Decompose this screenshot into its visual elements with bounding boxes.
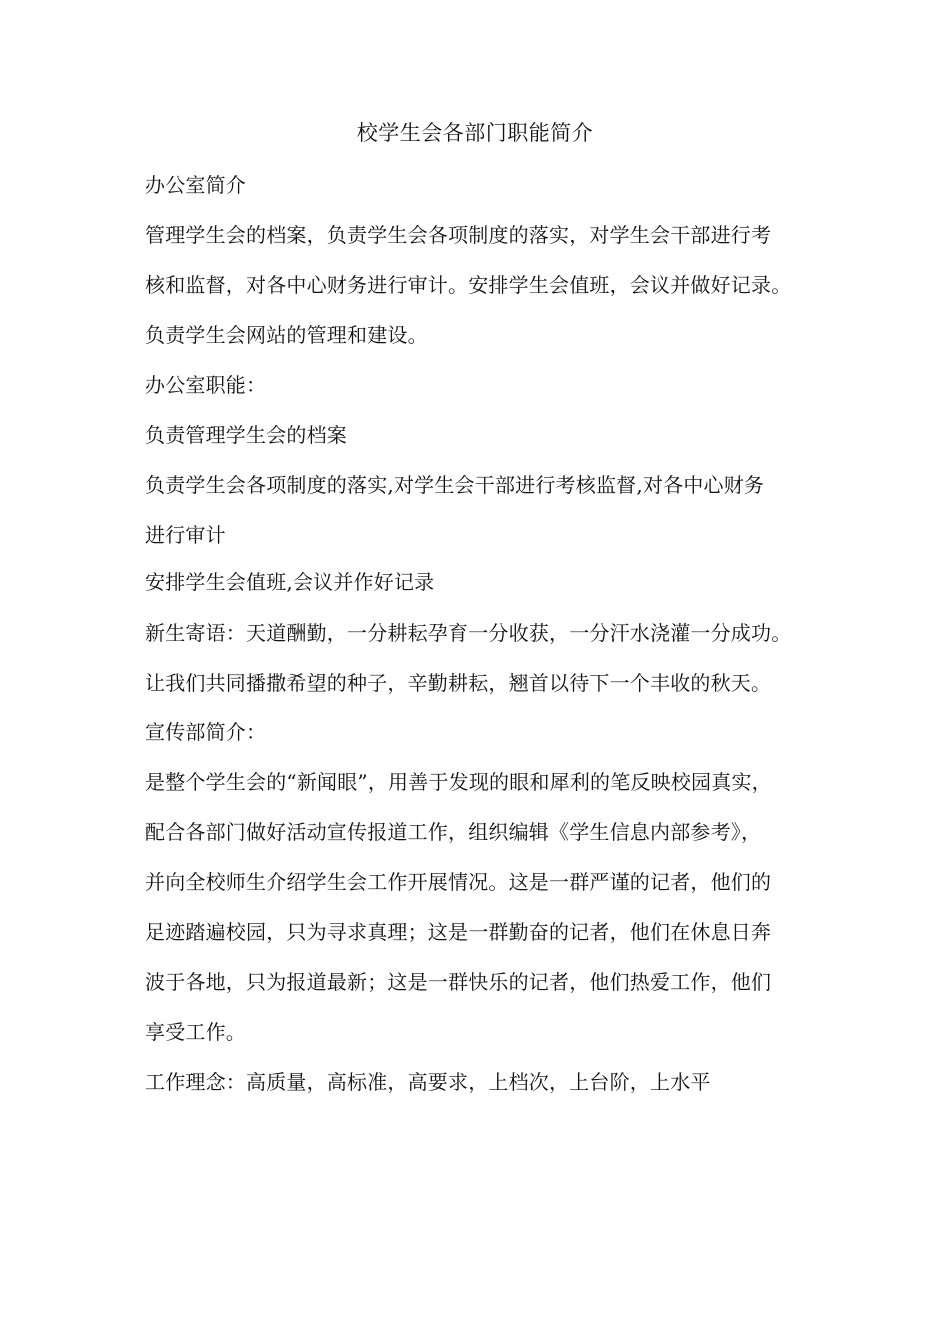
paragraph-line-work-philosophy: 工作理念：高质量，高标准，高要求，上档次，上台阶，上水平 [145, 1070, 711, 1094]
paragraph-line: 是整个学生会的“新闻眼”，用善于发现的眼和犀利的笔反映校园真实， [145, 770, 772, 794]
paragraph-line: 核和监督，对各中心财务进行审计。安排学生会值班，会议并做好记录。 [145, 273, 792, 297]
paragraph-line: 配合各部门做好活动宣传报道工作，组织编辑《学生信息内部参考》， [145, 820, 762, 844]
document-title: 校学生会各部门职能简介 [356, 121, 594, 145]
paragraph-line: 足迹踏遍校园，只为寻求真理；这是一群勤奋的记者，他们在休息日奔 [145, 920, 772, 944]
paragraph-line: 进行审计 [145, 523, 226, 547]
paragraph-line: 负责学生会网站的管理和建设。 [145, 323, 428, 347]
paragraph-line: 管理学生会的档案，负责学生会各项制度的落实，对学生会干部进行考 [145, 223, 772, 247]
heading-publicity-intro: 宣传部简介： [145, 720, 267, 744]
paragraph-line: 让我们共同播撒希望的种子，辛勤耕耘，翘首以待下一个丰收的秋天。 [145, 671, 772, 695]
paragraph-line: 新生寄语：天道酬勤，一分耕耘孕育一分收获，一分汗水浇灌一分成功。 [145, 621, 792, 645]
paragraph-line: 负责学生会各项制度的落实,对学生会干部进行考核监督,对各中心财务 [145, 473, 765, 497]
heading-office-functions: 办公室职能： [145, 373, 267, 397]
paragraph-line: 波于各地，只为报道最新；这是一群快乐的记者，他们热爱工作，他们 [145, 970, 772, 994]
paragraph-line: 负责管理学生会的档案 [145, 423, 347, 447]
paragraph-line: 享受工作。 [145, 1020, 246, 1044]
paragraph-line: 并向全校师生介绍学生会工作开展情况。这是一群严谨的记者，他们的 [145, 870, 772, 894]
paragraph-line: 安排学生会值班,会议并作好记录 [145, 570, 435, 594]
heading-office-intro: 办公室简介 [145, 173, 246, 197]
